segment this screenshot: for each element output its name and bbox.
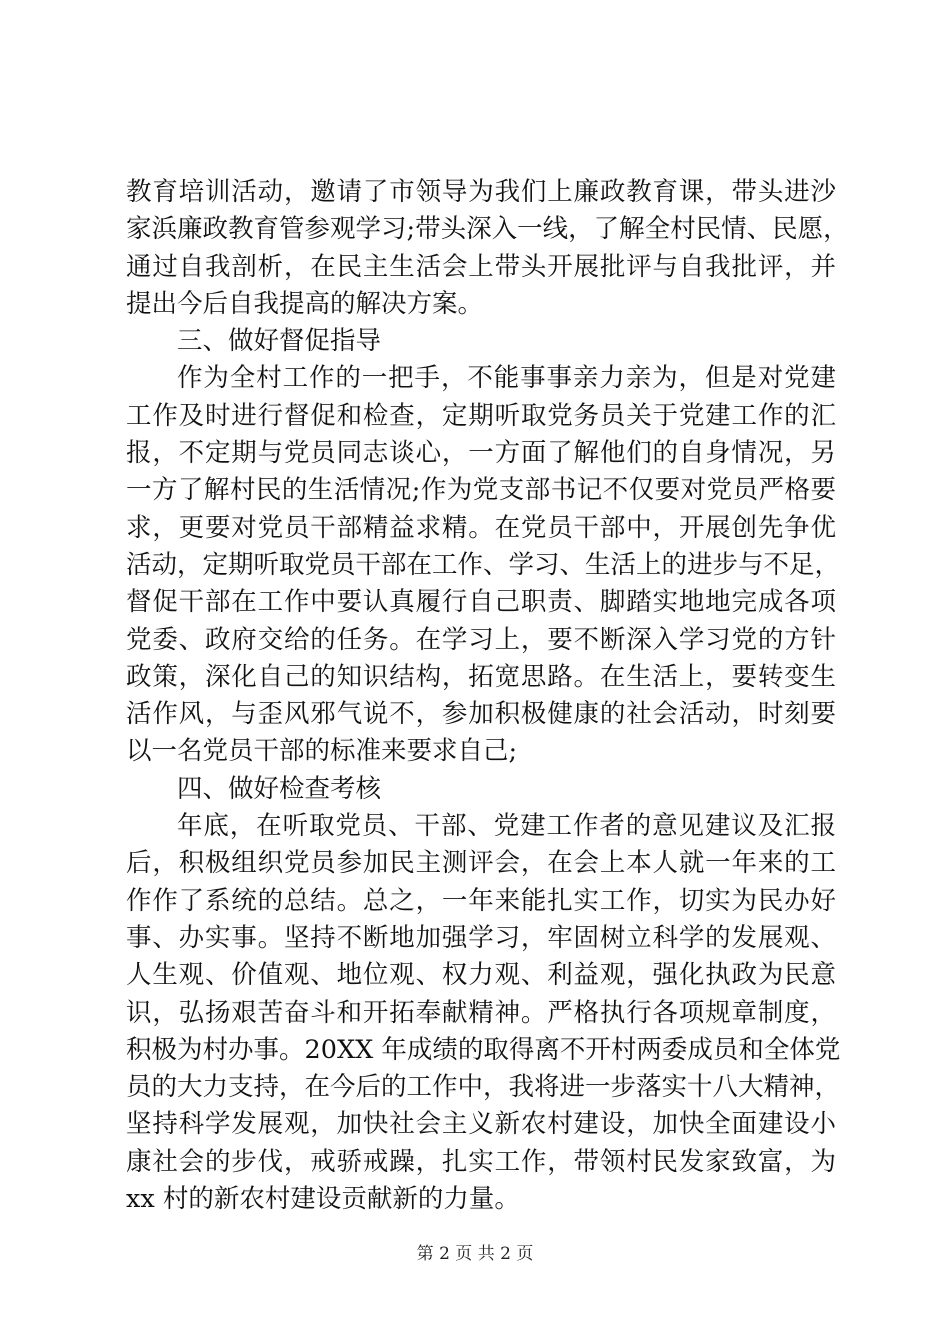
text-line: 积极为村办事。20XX 年成绩的取得离不开村两委成员和全体党 [126,1034,841,1065]
text-line: 活作风，与歪风邪气说不，参加积极健康的社会活动，时刻要 [126,699,836,730]
text-line: 家浜廉政教育管参观学习;带头深入一线，了解全村民情、民愿， [126,214,849,245]
text-line: 年底，在听取党员、干部、党建工作者的意见建议及汇报 [177,811,836,842]
text-line: 一方了解村民的生活情况;作为党支部书记不仅要对党员严格要 [126,475,836,506]
text-line: 康社会的步伐，戒骄戒躁，扎实工作，带领村民发家致富，为 [126,1146,836,1177]
text-line: 政策，深化自己的知识结构，拓宽思路。在生活上，要转变生 [126,661,836,692]
section-heading: 三、做好督促指导 [177,326,382,357]
text-line: 通过自我剖析，在民主生活会上带头开展批评与自我批评，并 [126,251,836,282]
text-line: 提出今后自我提高的解决方案。 [126,288,484,319]
text-line: 教育培训活动，邀请了市领导为我们上廉政教育课，带头进沙 [126,177,836,207]
section-heading: 四、做好检查考核 [177,773,382,804]
text-line: 事、办实事。坚持不断地加强学习，牢固树立科学的发展观、 [126,922,836,953]
text-line: 活动，定期听取党员干部在工作、学习、生活上的进步与不足， [126,549,841,580]
text-line: 坚持科学发展观，加快社会主义新农村建设，加快全面建设小 [126,1109,836,1140]
text-line: 识，弘扬艰苦奋斗和开拓奉献精神。严格执行各项规章制度， [126,997,836,1028]
text-line: 督促干部在工作中要认真履行自己职责、脚踏实地地完成各项 [126,587,836,618]
text-line: 求，更要对党员干部精益求精。在党员干部中，开展创先争优 [126,512,836,543]
text-line: 作作了系统的总结。总之，一年来能扎实工作，切实为民办好 [126,885,836,916]
document-body [126,174,849,1218]
text-line: 人生观、价值观、地位观、权力观、利益观，强化执政为民意 [126,960,836,991]
text-line: 员的大力支持，在今后的工作中，我将进一步落实十八大精神， [126,1072,841,1103]
text-line: xx 村的新农村建设贡献新的力量。 [126,1184,520,1215]
text-line: 以一名党员干部的标准来要求自己; [126,736,518,767]
text-line: 党委、政府交给的任务。在学习上，要不断深入学习党的方针 [126,624,836,655]
text-line: 工作及时进行督促和检查，定期听取党务员关于党建工作的汇 [126,400,836,431]
text-line: 作为全村工作的一把手，不能事事亲力亲为，但是对党建 [177,363,836,394]
text-line: 报，不定期与党员同志谈心，一方面了解他们的自身情况，另 [126,438,836,469]
text-line: 后，积极组织党员参加民主测评会，在会上本人就一年来的工 [126,848,836,879]
page-footer: 第 2 页 共 2 页 [416,1244,534,1264]
